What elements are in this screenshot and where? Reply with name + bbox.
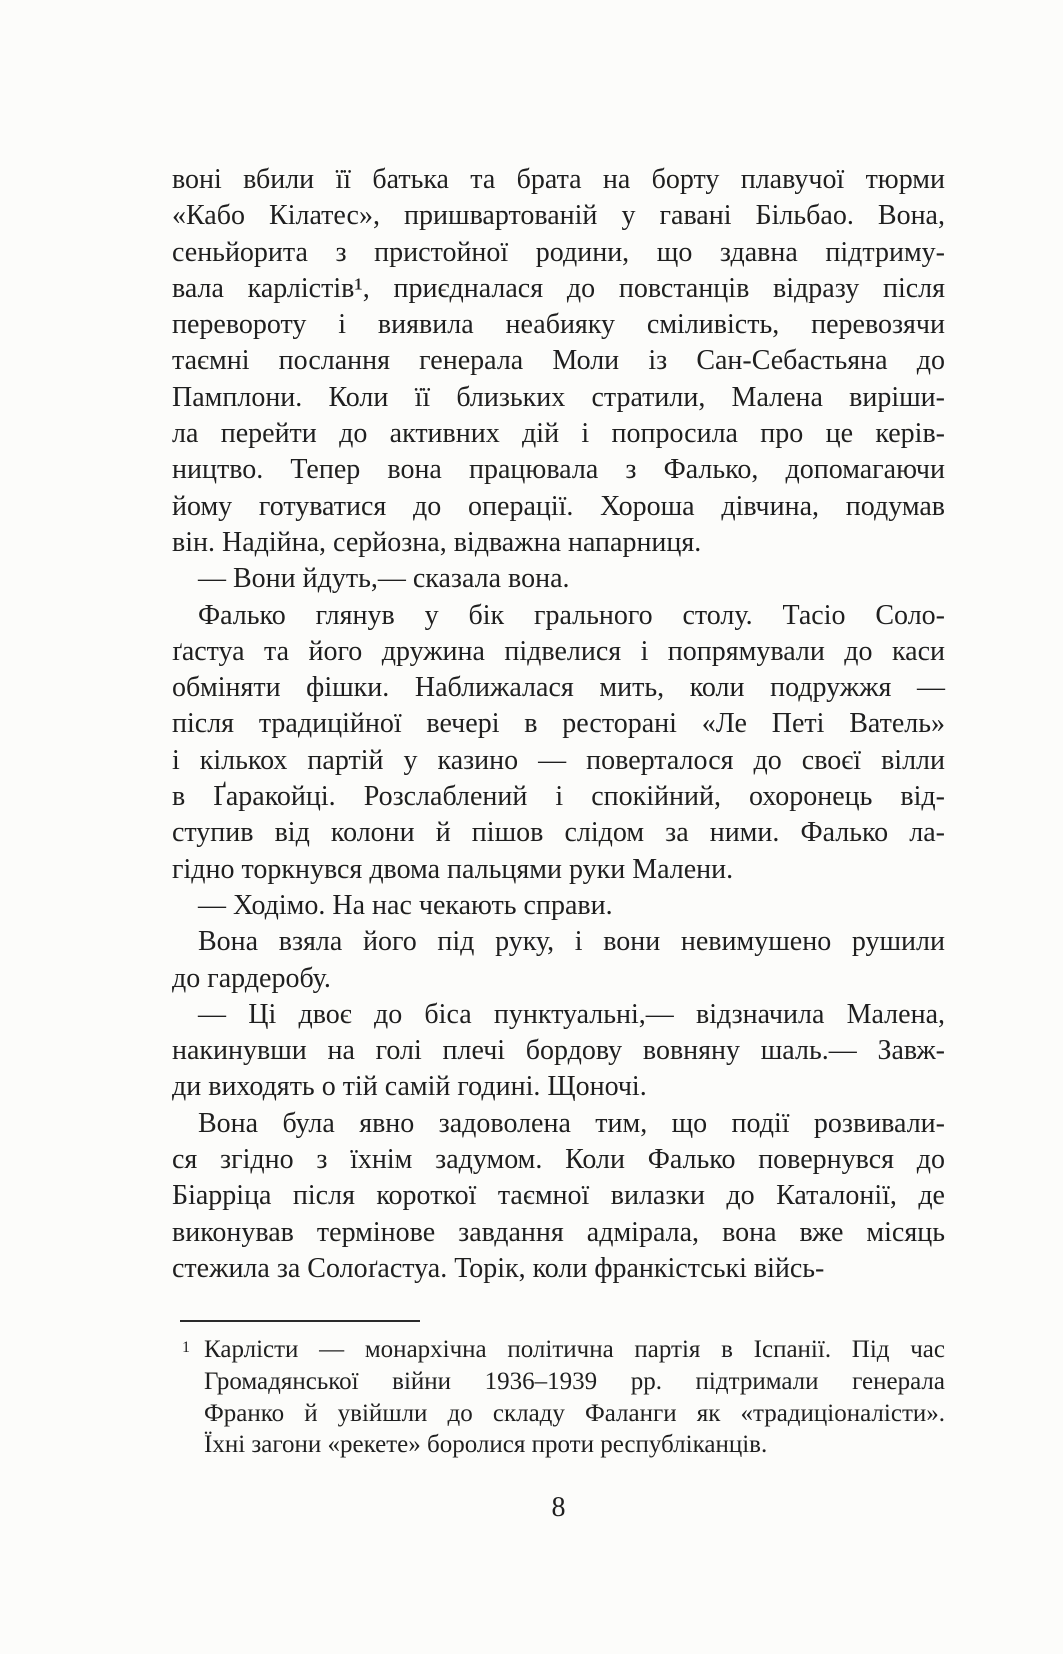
paragraph	[172, 598, 945, 888]
text-line: гідно торкнувся двома пальцями руки Малени.	[172, 853, 734, 885]
text-line: йому готуватися до операції. Хороша дівчина, подумав	[172, 490, 945, 522]
footnote-line: Франко й увійшли до складу Фаланги як «традиціоналісти».	[204, 1399, 945, 1427]
text-line: — Ходімо. На нас чекають справи.	[198, 889, 613, 921]
text-line: ступив від колони й пішов слідом за ними. Фалько ла-	[172, 817, 945, 849]
text-line: Памплони. Коли її близьких стратили, Малена виріши-	[172, 381, 945, 413]
footnote-separator	[180, 1320, 420, 1322]
text-line: і кількох партій у казино — поверталося до своєї вілли	[172, 744, 945, 776]
text-line: після традиційної вечері в ресторані «Ле Петі Ватель»	[172, 708, 945, 740]
paragraph	[172, 888, 945, 924]
footnote-line: 1 Карлісти — монархічна політична партія в Іспанії. Під час	[204, 1334, 945, 1366]
text-line: — Ці двоє до біса пунктуальні,— відзначила Малена,	[198, 998, 945, 1030]
text-line: виконував термінове завдання адмірала, вона вже місяць	[172, 1216, 945, 1248]
text-line: до гардеробу.	[172, 962, 331, 994]
text-line: стежила за Солоґастуа. Торік, коли франкістські війсь-	[172, 1252, 825, 1284]
text-line: ництво. Тепер вона працювала з Фалько, допомагаючи	[172, 454, 945, 486]
text-line: — Вони йдуть,— сказала вона.	[198, 563, 570, 595]
text-line: обміняти фішки. Наближалася мить, коли подружжя —	[172, 672, 945, 704]
paragraph	[172, 1106, 945, 1287]
text-line: накинувши на голі плечі бордову вовняну шаль.— Завж-	[172, 1035, 945, 1067]
text-line: «Кабо Кілатес», пришвартованій у гавані Більбао. Вона,	[172, 200, 945, 232]
paragraph	[172, 924, 945, 997]
paragraph	[172, 162, 945, 561]
paragraph	[172, 561, 945, 597]
text-line: він. Надійна, серйозна, відважна напарниця.	[172, 526, 702, 558]
text-line: перевороту і виявила неабияку сміливість, перевозячи	[172, 309, 945, 341]
text-line: Вона взяла його під руку, і вони невимушено рушили	[198, 926, 945, 958]
text-line: ґастуа та його дружина підвелися і попрямували до каси	[172, 635, 945, 667]
text-line: ся згідно з їхнім задумом. Коли Фалько повернувся до	[172, 1144, 945, 1176]
page-number: 8	[551, 1492, 566, 1523]
footnote-line: Громадянської війни 1936–1939 рр. підтримали генерала	[204, 1367, 945, 1395]
text-line: вала карлістів¹, приєдналася до повстанців відразу після	[172, 272, 945, 304]
text-line: ла перейти до активних дій і попросила про це керів-	[172, 418, 945, 450]
text-line: Фалько глянув у бік грального столу. Тасіо Соло-	[198, 599, 945, 631]
footnote-marker: 1	[182, 1339, 190, 1356]
text-line: воні вбили її батька та брата на борту плавучої тюрми	[172, 164, 945, 195]
paragraph	[172, 997, 945, 1106]
text-line: Вона була явно задоволена тим, що події розвивали-	[198, 1107, 945, 1139]
text-line: в Ґаракойці. Розслаблений і спокійний, охоронець від-	[172, 781, 945, 813]
footnote	[182, 1334, 945, 1461]
footnote-line: Їхні загони «рекете» боролися проти республіканців.	[204, 1431, 768, 1459]
body-text	[172, 162, 945, 1287]
text-line: Біарріца після короткої таємної вилазки до Каталонії, де	[172, 1180, 945, 1212]
text-line: сеньйорита з пристойної родини, що здавна підтриму-	[172, 236, 945, 268]
text-line: таємні послання генерала Моли із Сан-Себастьяна до	[172, 345, 945, 377]
text-line: ди виходять о тій самій годині. Щоночі.	[172, 1071, 647, 1103]
